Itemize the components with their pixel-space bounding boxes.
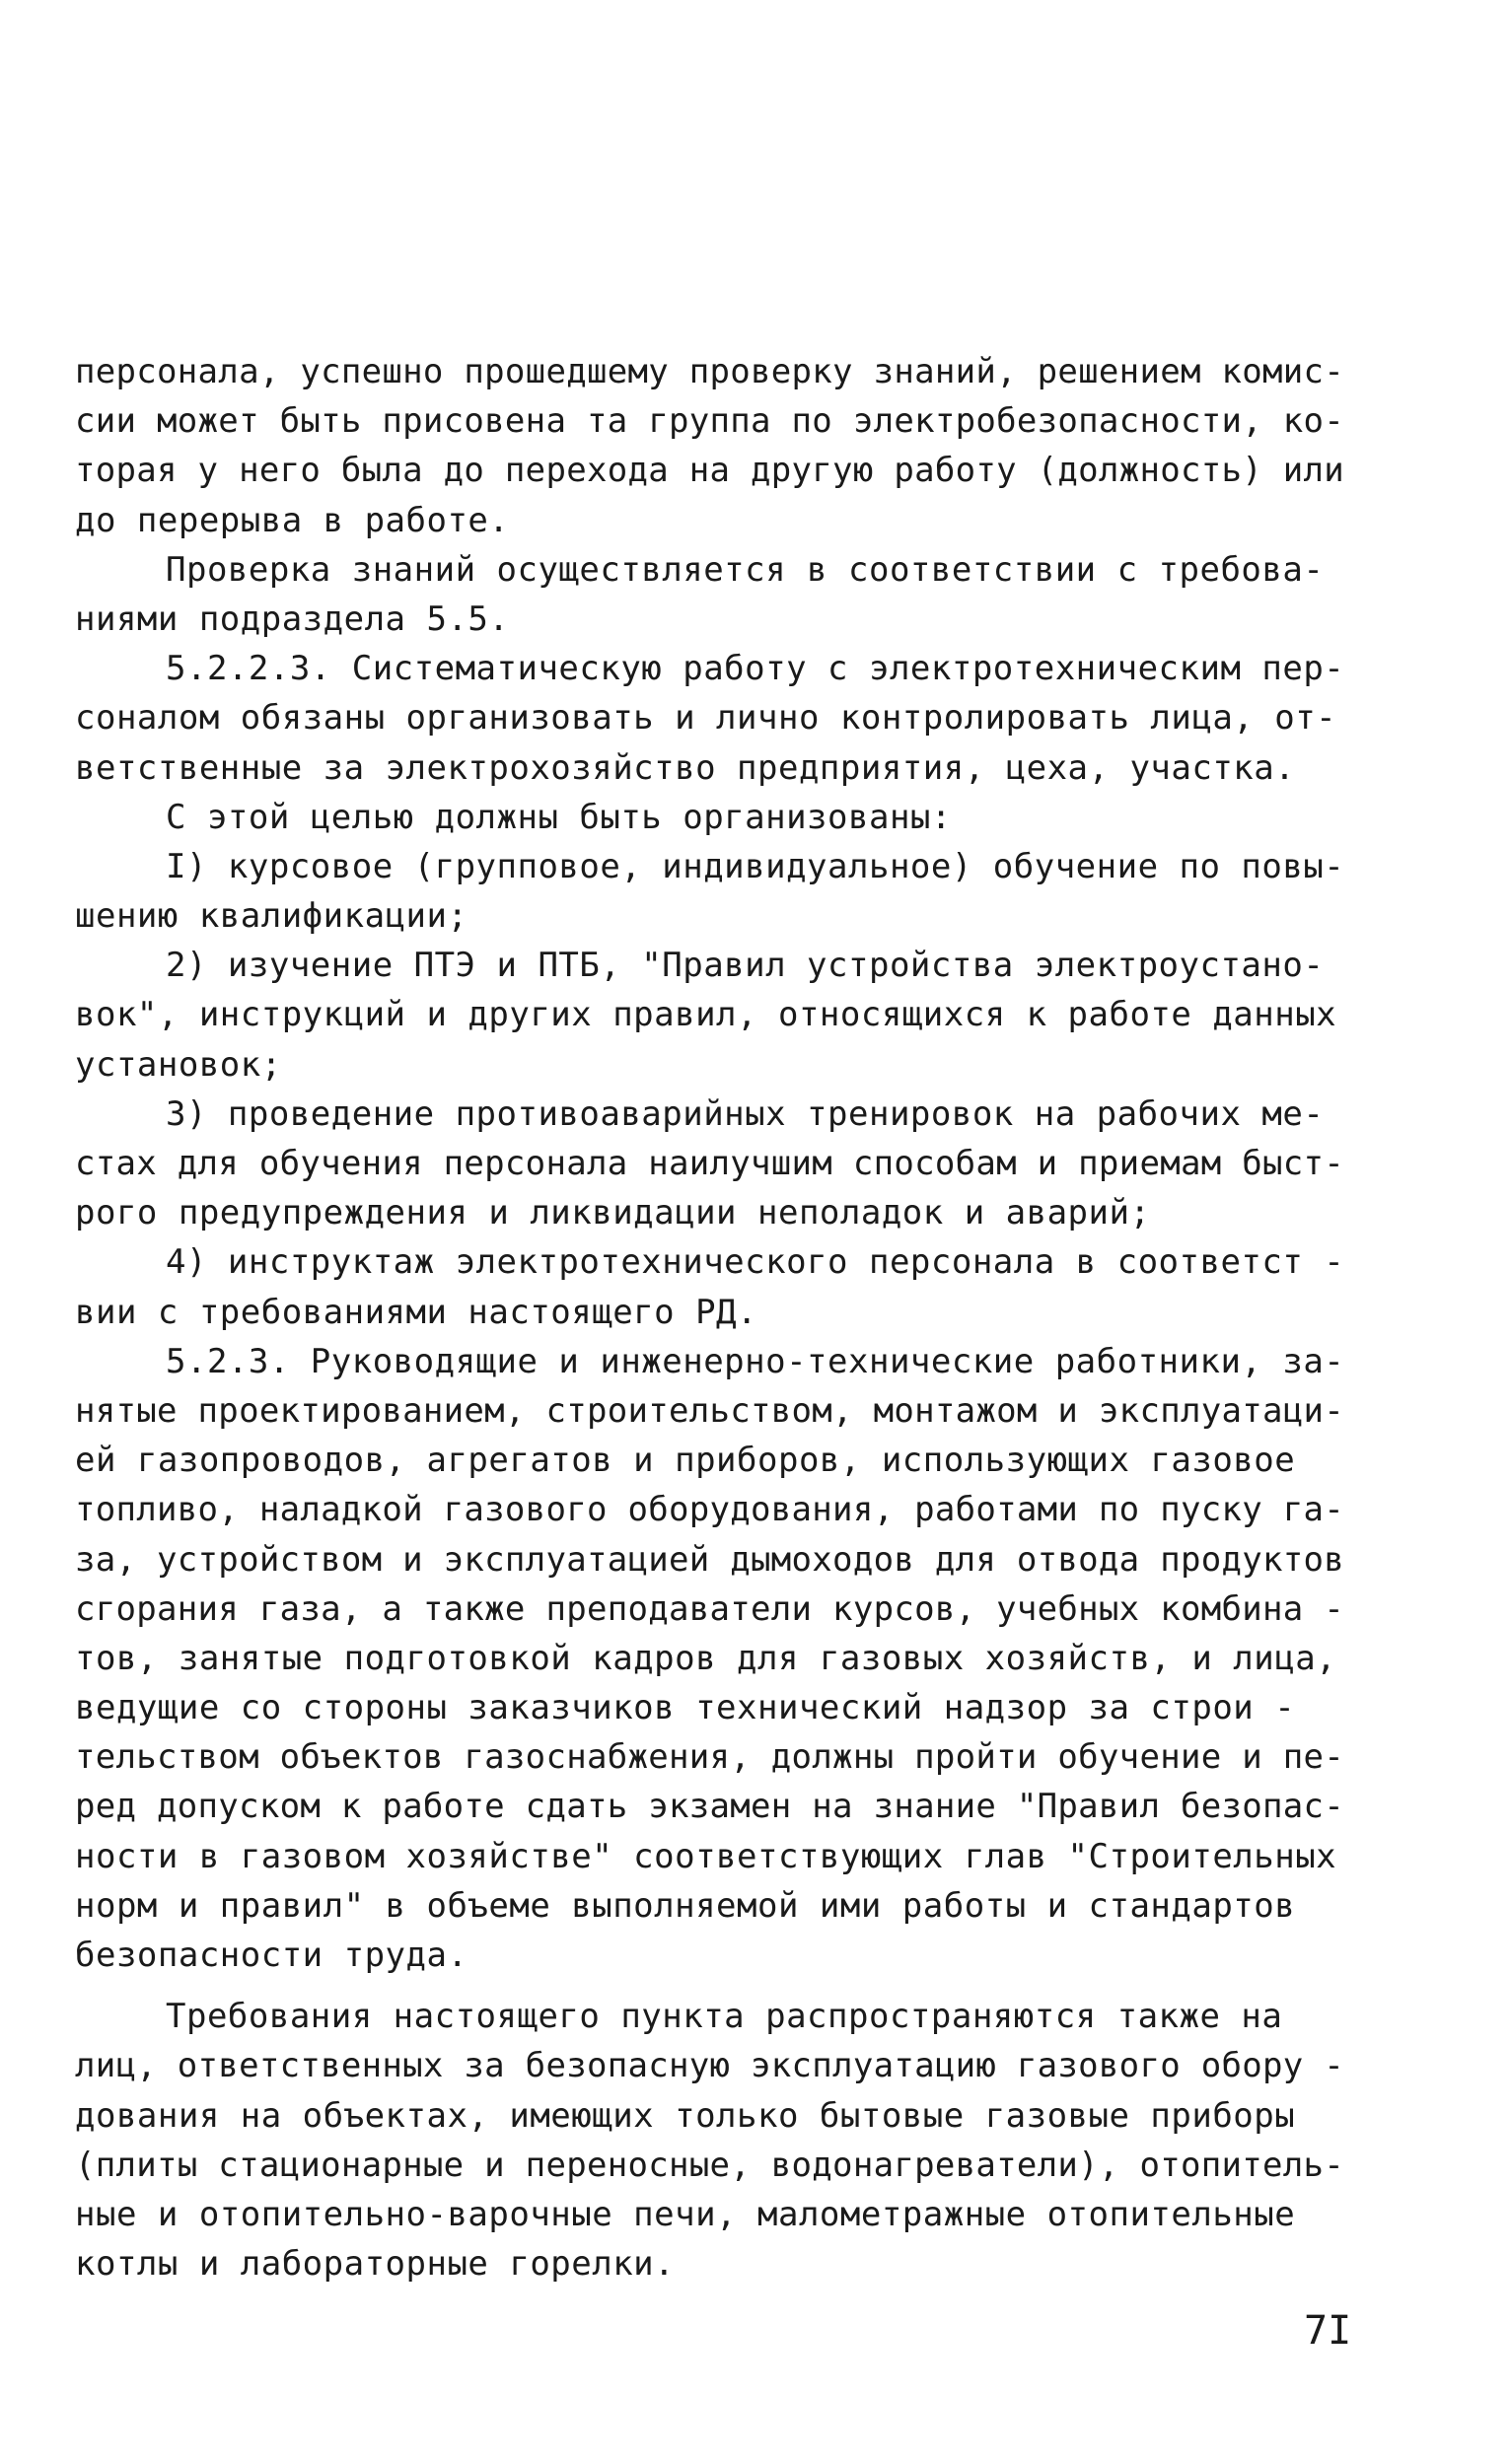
- text-line: тов, занятые подготовкой кадров для газовых хозяйств, и лица,: [75, 1638, 1337, 1678]
- text-line: персонала, успешно прошедшему проверку знаний, решением комис-: [75, 352, 1345, 391]
- text-line: шению квалификации;: [75, 896, 468, 937]
- text-line: торая у него была до перехода на другую работу (должность) или: [75, 451, 1345, 491]
- text-line: стах для обучения персонала наилучшим способам и приемам быст-: [75, 1144, 1345, 1183]
- text-line: сгорания газа, а также преподаватели курсов, учебных комбина -: [75, 1588, 1345, 1629]
- text-line: вии с требованиями настоящего РД.: [75, 1292, 758, 1332]
- text-line: ред допуском к работе сдать экзамен на знание "Правил безопас-: [75, 1787, 1345, 1827]
- text-line: (плиты стационарные и переносные, водонагреватели), отопитель-: [75, 2145, 1345, 2185]
- text-line: 3) проведение противоаварийных тренировок на рабочих ме-: [166, 1093, 1325, 1134]
- text-line: ветственные за электрохозяйство предприятия, цеха, участка.: [75, 747, 1296, 788]
- text-line: С этой целью должны быть организованы:: [166, 797, 952, 837]
- text-line: котлы и лабораторные горелки.: [75, 2244, 676, 2285]
- text-line: 4) инструктаж электротехнического персонала в соответст -: [166, 1242, 1345, 1283]
- text-line: за, устройством и эксплуатацией дымоходов для отвода продуктов: [75, 1539, 1345, 1580]
- text-line: I) курсовое (групповое, индивидуальное) обучение по повы-: [166, 846, 1345, 886]
- text-line: нятые проектированием, строительством, монтажом и эксплуатаци-: [75, 1390, 1345, 1431]
- text-line: топливо, наладкой газового оборудования, работами по пуску га-: [75, 1490, 1345, 1530]
- text-line: ведущие со стороны заказчиков технический надзор за строи -: [75, 1688, 1296, 1728]
- text-line: Требования настоящего пункта распространяются также на: [166, 1997, 1283, 2037]
- text-line: дования на объектах, имеющих только бытовые газовые приборы: [75, 2095, 1296, 2136]
- text-line: 5.2.2.3. Систематическую работу с электротехническим пер-: [166, 649, 1345, 689]
- text-line: Проверка знаний осуществляется в соответствии с требова-: [166, 549, 1325, 590]
- text-line: ей газопроводов, агрегатов и приборов, использующих газовое: [75, 1441, 1296, 1481]
- text-line: 5.2.3. Руководящие и инженерно-технические работники, за-: [166, 1341, 1345, 1381]
- text-line: сии может быть присовена та группа по электробезопасности, ко-: [75, 401, 1345, 442]
- text-line: безопасности труда.: [75, 1936, 468, 1975]
- text-line: 2) изучение ПТЭ и ПТБ, "Правил устройства электроустано-: [166, 946, 1325, 986]
- page-number: 7I: [1304, 2308, 1352, 2354]
- text-line: лиц, ответственных за безопасную эксплуатацию газового обору -: [75, 2046, 1345, 2086]
- text-line: ности в газовом хозяйстве" соответствующих глав "Строительных: [75, 1836, 1337, 1876]
- text-line: установок;: [75, 1044, 282, 1085]
- body-text: [75, 347, 1347, 2288]
- text-line: вок", инструкций и других правил, относящихся к работе данных: [75, 995, 1337, 1035]
- text-line: ные и отопительно-варочные печи, малометражные отопительные: [75, 2194, 1296, 2234]
- text-line: до перерыва в работе.: [75, 500, 510, 540]
- text-line: соналом обязаны организовать и лично контролировать лица, от-: [75, 698, 1337, 739]
- text-line: рого предупреждения и ликвидации неполадок и аварий;: [75, 1193, 1151, 1233]
- text-line: ниями подраздела 5.5.: [75, 598, 510, 639]
- text-line: норм и правил" в объеме выполняемой ими работы и стандартов: [75, 1885, 1296, 1926]
- text-line: тельством объектов газоснабжения, должны пройти обучение и пе-: [75, 1737, 1345, 1778]
